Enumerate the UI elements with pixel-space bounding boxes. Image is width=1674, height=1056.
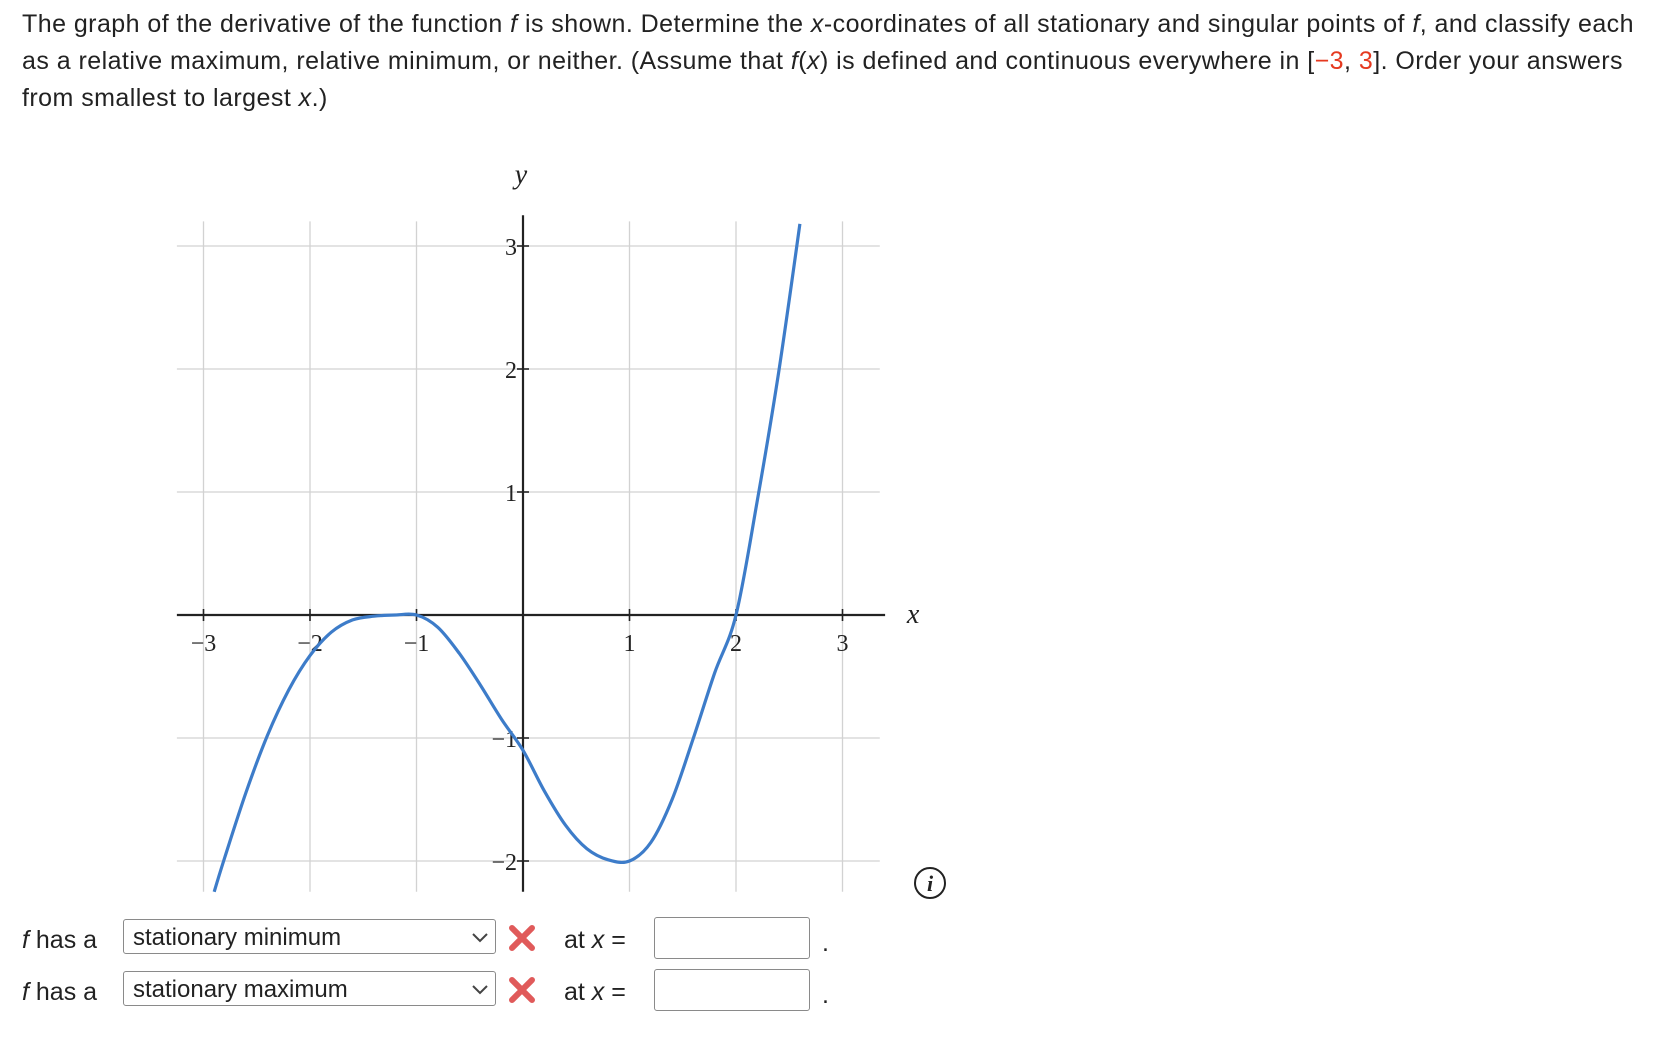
x-axis-label: x: [906, 599, 920, 630]
classification-select[interactable]: [123, 919, 496, 954]
question-text: The graph of the derivative of the function f is shown. Determine the x-coordinates of all stationary and singular points of f, and classify each as a relative maximum, relative minimum, or neither. (Assume that f(x) is defined and continuous everywhere in [−3, 3]. Order your answers from smallest to largest x.): [22, 10, 1634, 112]
at-x-label: at x =: [564, 926, 626, 954]
x-tick-label: −2: [297, 631, 323, 657]
svg-text:i: i: [926, 871, 934, 896]
select-value: stationary minimum: [133, 924, 342, 951]
y-tick-label: −2: [491, 850, 517, 876]
x-tick-label: −3: [190, 631, 217, 657]
interval-start: −3: [1314, 47, 1345, 75]
at-x-label: at x =: [564, 978, 626, 1006]
x-tick-label: 1: [623, 631, 636, 657]
answer-prefix: f has a: [22, 978, 98, 1006]
y-tick-label: 3: [505, 235, 517, 261]
x-value-input[interactable]: [654, 969, 810, 1011]
y-axis-label: y: [514, 159, 528, 191]
chevron-down-icon: [471, 926, 489, 948]
x-value-input[interactable]: [654, 917, 810, 959]
classification-select[interactable]: [123, 971, 496, 1006]
y-tick-label: 2: [505, 358, 517, 384]
x-tick-label: 3: [836, 631, 849, 657]
x-mark-icon: [508, 924, 536, 952]
chevron-down-icon: [471, 978, 489, 1000]
x-mark-icon: [508, 976, 536, 1004]
y-tick-label: −1: [491, 727, 517, 753]
y-tick-label: 1: [505, 481, 517, 507]
derivative-curve: [214, 224, 800, 892]
info-icon[interactable]: [915, 868, 945, 898]
x-tick-label: −1: [403, 631, 430, 657]
select-value: stationary maximum: [133, 976, 348, 1003]
interval-end: 3: [1358, 47, 1374, 75]
x-tick-label: 2: [730, 631, 742, 657]
answer-prefix: f has a: [22, 926, 98, 954]
